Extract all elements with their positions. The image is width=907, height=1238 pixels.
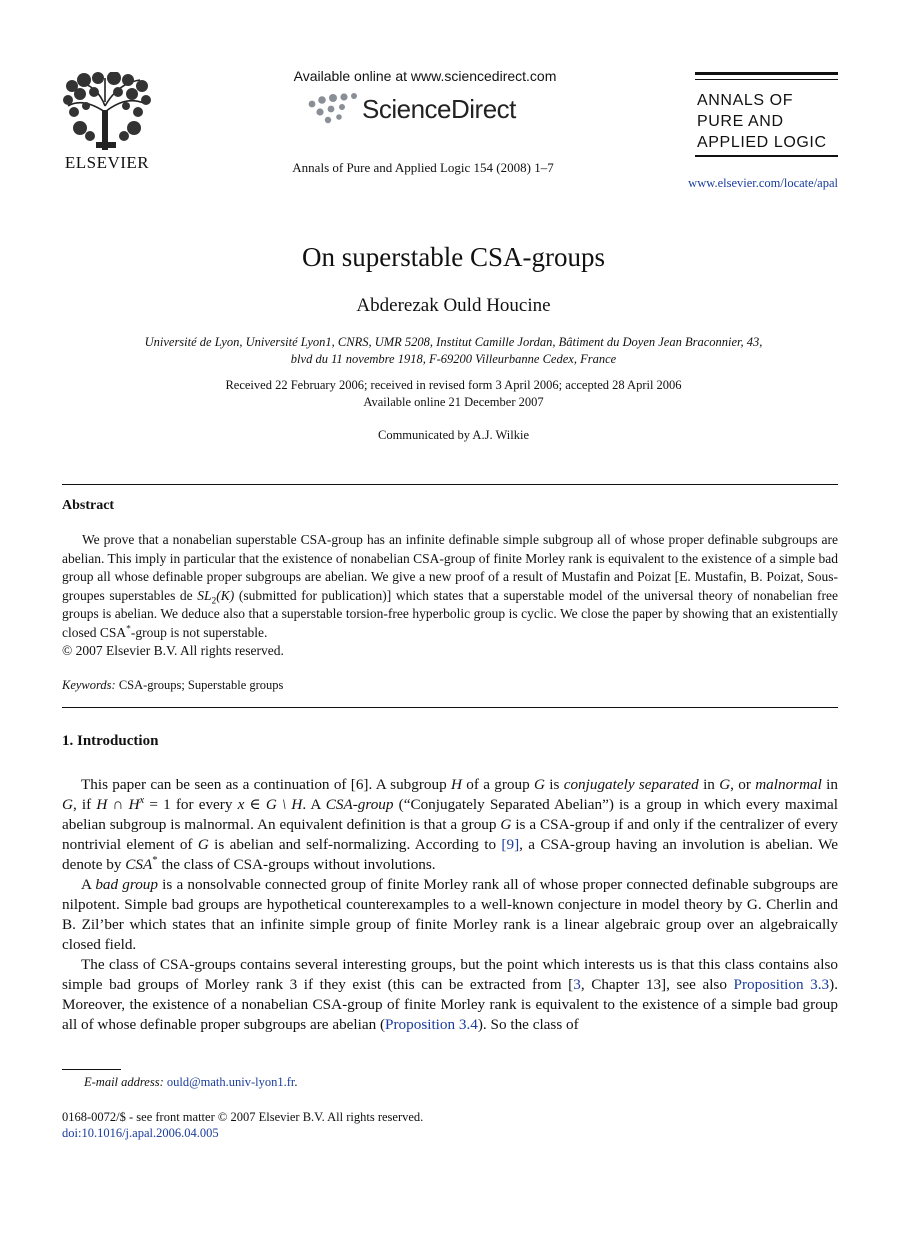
author-affiliation — [90, 334, 817, 368]
footnote-email: E-mail address: ould@math.univ-lyon1.fr. — [84, 1075, 298, 1089]
abstract-paragraph: We prove that a nonabelian superstable CSA-group has an infinite definable simple subgroup all of whose proper definable subgroups are abelian. This imply in particular that the existence of nonabelian CSA-group of finite Morley rank is equivalent to the existence of a simple bad group all whose definable proper subgroups are abelian. We give a new proof of a result of Mustafin and Poizat [E. Mustafin, B. Poizat, Sous-groupes superstables de $SL_2(K)$ (submitted for publication)] which states that a superstable model of the universal theory of nonabelian free groups is abelian. We deduce also that a superstable torsion-free hyperbolic group is cyclic. We close the paper by showing that an existentially closed CSA*-group is not superstable. — [62, 532, 838, 640]
citation-link[interactable]: [9] — [501, 836, 520, 853]
journal-logo-rule — [695, 79, 838, 80]
article-title: On superstable CSA-groups — [302, 242, 605, 272]
journal-logo — [697, 90, 847, 153]
keywords-list: CSA-groups; Superstable groups — [115, 678, 284, 692]
journal-logo-line: ANNALS OF — [697, 92, 794, 109]
abstract-heading: Abstract — [62, 498, 115, 513]
communicated-by: Communicated by A.J. Wilkie — [378, 428, 529, 442]
sciencedirect-wordmark: ScienceDirect — [362, 94, 516, 124]
journal-logo-rule — [695, 72, 838, 75]
article-history — [90, 377, 817, 411]
abstract-bottom-rule — [62, 707, 838, 708]
introduction-body — [62, 775, 838, 1035]
sciencedirect-dots-icon — [306, 90, 360, 130]
available-online-date: Available online 21 December 2007 — [363, 395, 544, 409]
abstract-body — [62, 531, 838, 643]
available-online-banner[interactable]: Available online at www.sciencedirect.com — [293, 68, 557, 84]
author-name: Abderezak Ould Houcine — [356, 295, 551, 316]
journal-url-link[interactable]: www.elsevier.com/locate/apal — [688, 176, 838, 190]
email-label: E-mail address: — [84, 1075, 164, 1089]
affiliation-line: blvd du 11 novembre 1918, F-69200 Villeurbanne Cedex, France — [290, 352, 617, 366]
journal-logo-rule — [695, 155, 838, 157]
keywords — [62, 678, 283, 693]
body-paragraph: A bad group is a nonsolvable connected group of finite Morley rank all of whose proper connected definable subgroups are nilpotent. Simple bad groups are hypothetical counterexamples to a well-known conjecture in model theory by G. Cherlin and B. Zil’ber which states that an infinite simple group of finite Morley rank is a linear algebraic group over an algebraically closed field. — [62, 876, 838, 953]
sciencedirect-logo[interactable] — [306, 90, 546, 130]
publisher-name: ELSEVIER — [64, 153, 150, 172]
abstract-copyright: © 2007 Elsevier B.V. All rights reserved. — [62, 643, 284, 658]
journal-reference: Annals of Pure and Applied Logic 154 (2008) 1–7 — [292, 160, 554, 175]
keywords-label: Keywords: — [62, 678, 116, 692]
body-paragraph: The class of CSA-groups contains several interesting groups, but the point which interests us is that this class contains also simple bad groups of Morley rank 3 if they exist (this can be extracted from [3, Chapter 13], see also Proposition 3.3). Moreover, the existence of a nonabelian CSA-group of finite Morley rank is equivalent to the existence of a simple bad group all of whose definable proper subgroups are abelian (Proposition 3.4). So the class of — [62, 956, 839, 1033]
proposition-link[interactable]: Proposition 3.3 — [733, 976, 830, 993]
citation-link[interactable]: 3 — [573, 976, 581, 993]
affiliation-line: Université de Lyon, Université Lyon1, CNRS, UMR 5208, Institut Camille Jordan, Bâtiment du Doyen Jean Braconnier, 43, — [144, 335, 763, 349]
section-heading-introduction: 1. Introduction — [62, 733, 159, 749]
copyright-icon: © — [217, 1110, 228, 1124]
body-paragraph: This paper can be seen as a continuation of [6]. A subgroup H of a group G is conjugately separated in G, or malnormal in G, if H ∩ $H^x = 1$ for every x ∈ G \ H. A CSA-group (“Conjugately Separated Abelian”) is a group in which every maximal abelian subgroup is malnormal. An equivalent definition is that a group G is a CSA-group if and only if the centralizer of every nontrivial element of G is abelian and self-normalizing. According to [9], a CSA-group having an involution is abelian. We denote by CSA* the class of CSA-groups without involutions. — [62, 776, 839, 873]
journal-logo-line: APPLIED LOGIC — [697, 134, 827, 151]
abstract-top-rule — [62, 484, 838, 485]
copyright-icon: © — [62, 643, 73, 658]
doi-link[interactable]: doi:10.1016/j.apal.2006.04.005 — [62, 1126, 219, 1140]
footer-issn: 0168-0072/$ - see front matter © 2007 Elsevier B.V. All rights reserved. — [62, 1110, 424, 1124]
received-dates: Received 22 February 2006; received in revised form 3 April 2006; accepted 28 April 2006 — [225, 378, 682, 392]
journal-logo-line: PURE AND — [697, 113, 784, 130]
email-link[interactable]: ould@math.univ-lyon1.fr — [166, 1075, 295, 1089]
footnote-rule — [62, 1069, 121, 1070]
proposition-link[interactable]: Proposition 3.4 — [385, 1016, 478, 1033]
